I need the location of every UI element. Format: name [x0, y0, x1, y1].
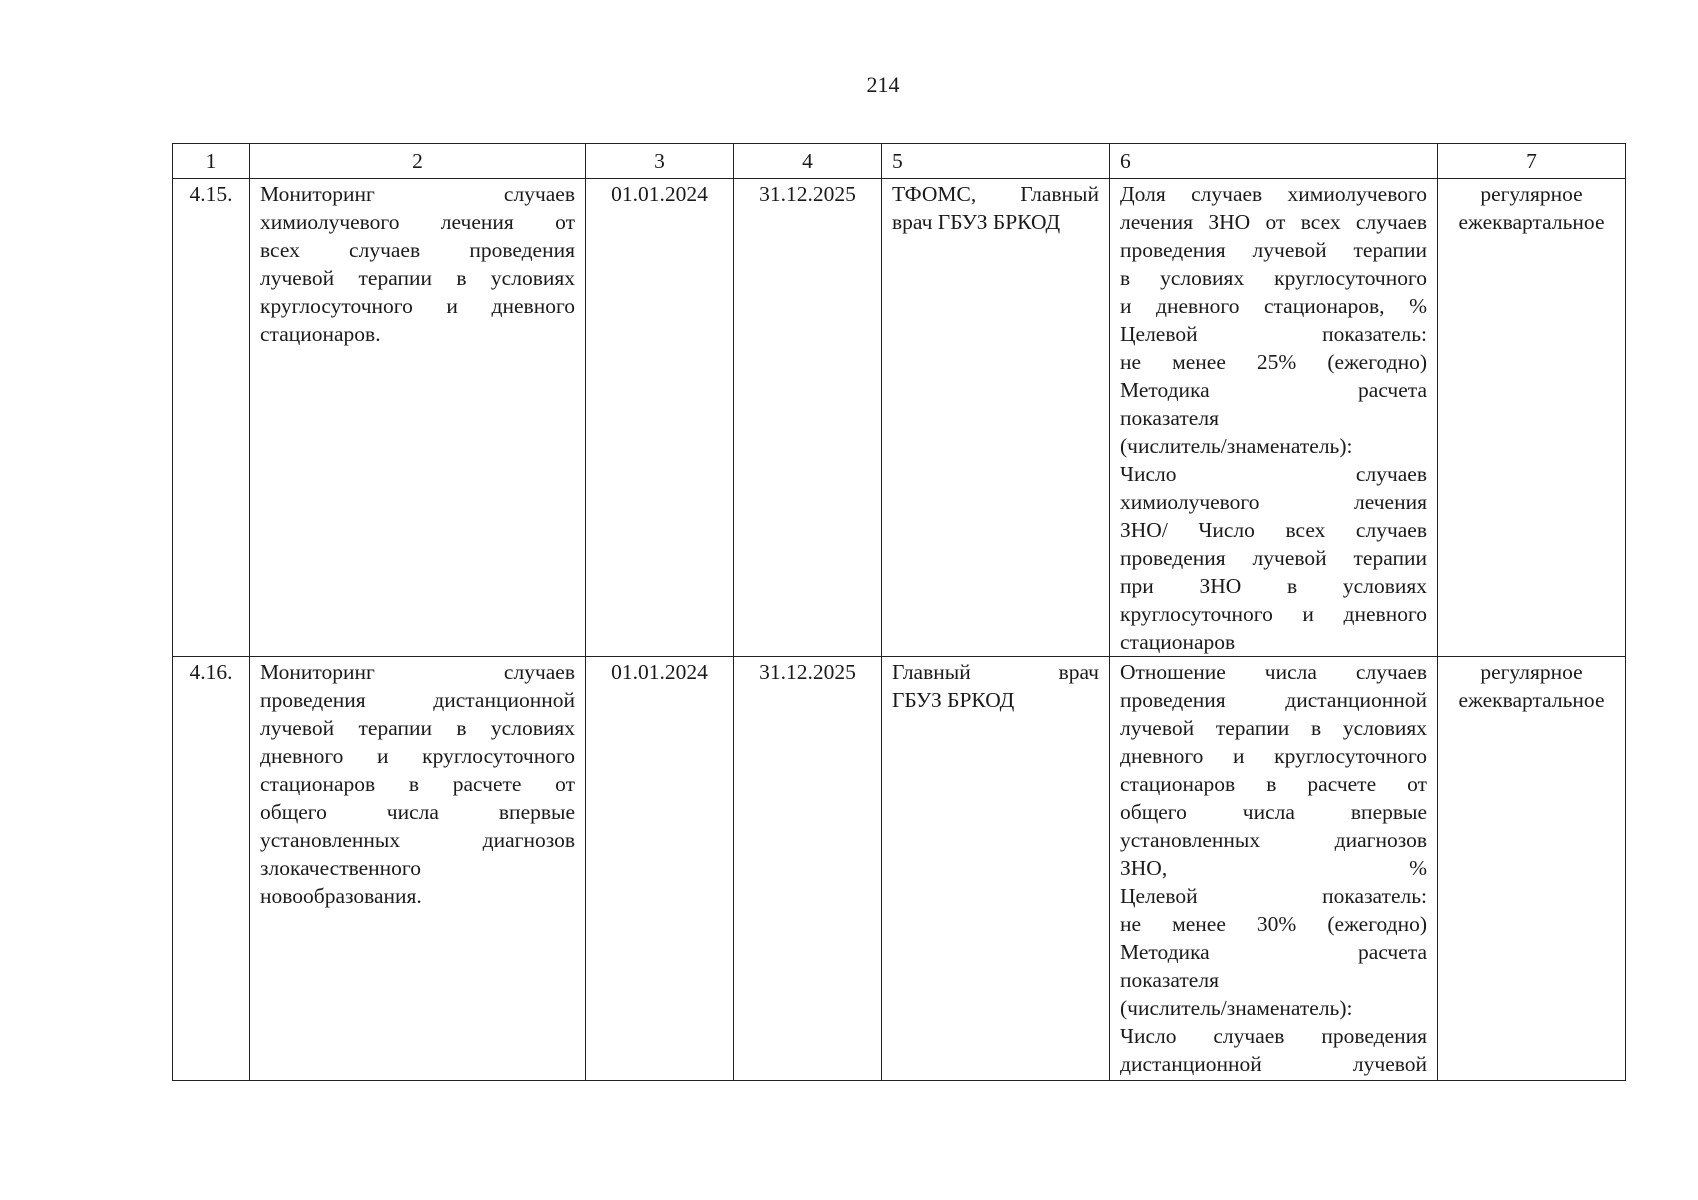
activity-name	[250, 657, 586, 1081]
text-line: установленных диагнозов	[260, 828, 575, 852]
header-cell-3: 3	[586, 144, 734, 179]
text-line: общего числа впервые	[1120, 800, 1427, 824]
table-row	[173, 179, 1626, 657]
text-line: проведения дистанционной	[1120, 688, 1427, 712]
text-line: дневного и круглосуточного	[1120, 744, 1427, 768]
text-line: лучевой терапии в условиях	[260, 266, 575, 290]
text-line: проведения лучевой терапии	[1120, 238, 1427, 262]
text-line: злокачественного	[260, 856, 421, 880]
text-line: дневного и круглосуточного	[260, 744, 575, 768]
text-line: Методика расчета	[1120, 378, 1427, 402]
text-line: Отношение числа случаев	[1120, 660, 1427, 684]
periodicity	[1438, 179, 1626, 657]
text-line: общего числа впервые	[260, 800, 575, 824]
text-line: лучевой терапии в условиях	[260, 716, 575, 740]
text-line: стационаров в расчете от	[260, 772, 575, 796]
text-line: дистанционной лучевой	[1120, 1052, 1427, 1076]
text-line: и дневного стационаров, %	[1120, 294, 1427, 318]
text-line: Главный врач	[892, 660, 1099, 684]
header-cell-6: 6	[1110, 144, 1438, 179]
text-line: Число случаев	[1120, 462, 1427, 486]
text-line: ГБУЗ БРКОД	[892, 688, 1015, 712]
header-cell-2: 2	[250, 144, 586, 179]
header-row	[173, 144, 1626, 179]
text-line: регулярное	[1480, 660, 1583, 684]
activity-name	[250, 179, 586, 657]
text-line: Мониторинг случаев	[260, 660, 575, 684]
header-cell-1: 1	[173, 144, 250, 179]
header-cell-7: 7	[1438, 144, 1626, 179]
row-number: 4.16.	[173, 657, 250, 1081]
text-line: не менее 25% (ежегодно)	[1120, 350, 1427, 374]
text-line: Доля случаев химиолучевого	[1120, 182, 1427, 206]
text-line: врач ГБУЗ БРКОД	[892, 210, 1061, 234]
text-line: Мониторинг случаев	[260, 182, 575, 206]
text-line: круглосуточного и дневного	[1120, 602, 1427, 626]
text-line: проведения лучевой терапии	[1120, 546, 1427, 570]
text-line: стационаров в расчете от	[1120, 772, 1427, 796]
text-line: ТФОМС, Главный	[892, 182, 1099, 206]
text-line: в условиях круглосуточного	[1120, 266, 1427, 290]
end-date: 31.12.2025	[734, 657, 882, 1081]
text-line: лечения ЗНО от всех случаев	[1120, 210, 1427, 234]
text-line: (числитель/знаменатель):	[1120, 434, 1353, 458]
indicator	[1110, 657, 1438, 1081]
text-line: химиолучевого лечения от	[260, 210, 575, 234]
end-date: 31.12.2025	[734, 179, 882, 657]
text-line: химиолучевого лечения	[1120, 490, 1427, 514]
text-line: Целевой показатель:	[1120, 322, 1427, 346]
text-line: стационаров.	[260, 322, 381, 346]
text-line: не менее 30% (ежегодно)	[1120, 912, 1427, 936]
text-line: проведения дистанционной	[260, 688, 575, 712]
text-line: Целевой показатель:	[1120, 884, 1427, 908]
text-line: лучевой терапии в условиях	[1120, 716, 1427, 740]
start-date: 01.01.2024	[586, 657, 734, 1081]
text-line: ЗНО, %	[1120, 856, 1427, 880]
responsible	[882, 657, 1110, 1081]
plan-table	[172, 143, 1626, 1081]
row-number: 4.15.	[173, 179, 250, 657]
text-line: ежеквартальное	[1458, 688, 1605, 712]
text-line: показателя	[1120, 406, 1219, 430]
text-line: Число случаев проведения	[1120, 1024, 1427, 1048]
text-line: установленных диагнозов	[1120, 828, 1427, 852]
text-line: всех случаев проведения	[260, 238, 575, 262]
text-line: (числитель/знаменатель):	[1120, 996, 1353, 1020]
text-line: новообразования.	[260, 884, 422, 908]
periodicity	[1438, 657, 1626, 1081]
responsible	[882, 179, 1110, 657]
indicator	[1110, 179, 1438, 657]
text-line: Методика расчета	[1120, 940, 1427, 964]
header-cell-5: 5	[882, 144, 1110, 179]
header-cell-4: 4	[734, 144, 882, 179]
table-row	[173, 657, 1626, 1081]
page-number: 214	[866, 72, 900, 97]
text-line: при ЗНО в условиях	[1120, 574, 1427, 598]
text-line: круглосуточного и дневного	[260, 294, 575, 318]
text-line: регулярное	[1480, 182, 1583, 206]
text-line: ежеквартальное	[1458, 210, 1605, 234]
text-line: ЗНО/ Число всех случаев	[1120, 518, 1427, 542]
start-date: 01.01.2024	[586, 179, 734, 657]
text-line: показателя	[1120, 968, 1219, 992]
text-line: стационаров	[1120, 630, 1236, 654]
